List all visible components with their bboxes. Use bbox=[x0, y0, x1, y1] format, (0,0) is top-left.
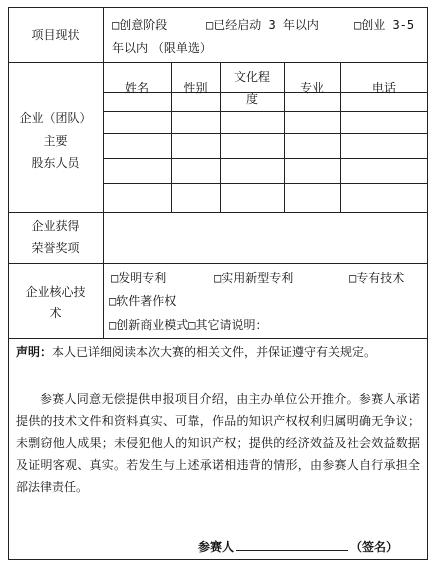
header-phone: 电话 bbox=[371, 81, 396, 95]
row-divider bbox=[8, 263, 428, 264]
declaration-body: 参赛人同意无偿提供申报项目介绍，由主办单位公开推介。参赛人承诺提供的技术文件和资料真实、可靠，作品的知识产权权利归属明确无争议；未剽窃他人成果；未侵犯他人的知识产权；提供的经济效益及社会效益数据及证明客观、真实。若发生与上述承诺相违背的情形，由参赛人自行承担全部法律责任。 bbox=[16, 392, 420, 494]
core-tech-label-line2: 术 bbox=[49, 306, 62, 320]
status-option-within-3-years[interactable]: □已经启动 3 年以内 bbox=[206, 18, 319, 32]
team-grid-line bbox=[103, 183, 428, 184]
status-option-3-5-years[interactable]: □创业 3-5 bbox=[354, 18, 415, 32]
tech-option-software-copyright[interactable]: □软件著作权 bbox=[109, 294, 177, 308]
border-bottom bbox=[8, 559, 428, 560]
team-grid-line bbox=[103, 133, 428, 134]
team-label-line2: 主要 bbox=[43, 134, 68, 148]
tech-option-proprietary[interactable]: □专有技术 bbox=[349, 271, 405, 285]
tech-option-invention-patent[interactable]: □发明专利 bbox=[111, 271, 167, 285]
honors-input-area[interactable] bbox=[104, 213, 427, 263]
application-form bbox=[8, 7, 428, 560]
declaration-first bbox=[16, 341, 420, 363]
signature-label: 参赛人 bbox=[198, 540, 235, 554]
border-top bbox=[8, 7, 428, 8]
header-gender: 性别 bbox=[183, 81, 208, 95]
honors-label-line1: 企业获得 bbox=[31, 219, 80, 233]
status-option-continued: 年以内 （限单选） bbox=[112, 41, 212, 55]
honors-label-line2: 荣誉奖项 bbox=[31, 241, 80, 255]
signature-row bbox=[198, 536, 398, 555]
row-divider bbox=[8, 338, 428, 339]
core-tech-label-line1: 企业核心技 bbox=[25, 285, 86, 299]
declaration-title: 声明： bbox=[16, 345, 53, 359]
project-status-label: 项目现状 bbox=[31, 28, 80, 42]
header-name: 姓名 bbox=[124, 81, 149, 95]
status-option-idea[interactable]: □创意阶段 bbox=[112, 18, 168, 32]
declaration-line1: 本人已详细阅读本次大赛的相关文件，并保证遵守有关规定。 bbox=[52, 345, 377, 359]
tech-option-business-model-other[interactable]: □创新商业模式□其它请说明： bbox=[109, 318, 268, 332]
header-education-line1: 文化程 bbox=[233, 70, 270, 84]
signature-suffix: （签名） bbox=[350, 540, 399, 554]
team-grid-line bbox=[103, 111, 428, 112]
team-label-line3: 股东人员 bbox=[31, 156, 80, 170]
tech-option-utility-model[interactable]: □实用新型专利 bbox=[214, 271, 294, 285]
header-major: 专业 bbox=[299, 81, 324, 95]
team-label-line1: 企业（团队） bbox=[19, 111, 92, 125]
row-divider bbox=[8, 62, 428, 63]
label-column-divider bbox=[103, 7, 104, 338]
team-grid-line bbox=[103, 158, 428, 159]
header-education-line2: 度 bbox=[245, 92, 258, 106]
signature-field[interactable] bbox=[236, 536, 348, 551]
